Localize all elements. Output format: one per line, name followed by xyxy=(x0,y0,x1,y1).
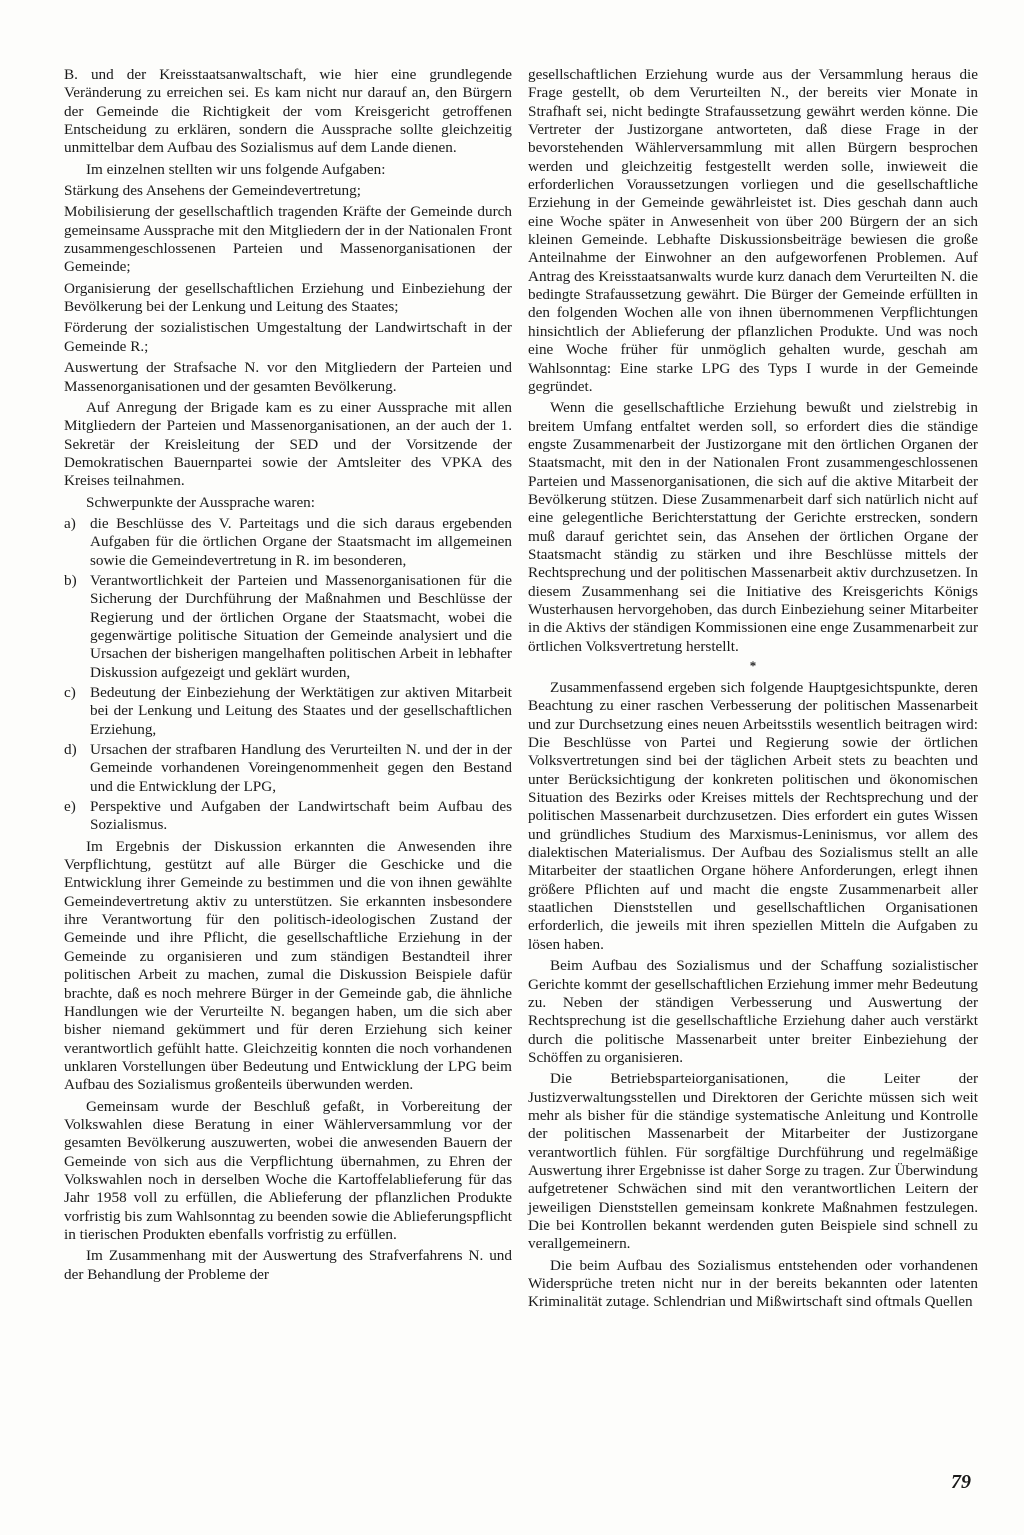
left-column xyxy=(64,66,512,1287)
page-number: 79 xyxy=(951,1471,971,1493)
list-item xyxy=(64,798,512,835)
paragraph: Wenn die gesellschaftliche Erziehung bewußt und zielstrebig in breitem Umfang entfaltet werden soll, so erfordert dies die ständige engste Zusammenarbeit der Justizorgane mit den örtlichen Organen der Staatsmacht, mit den in der Nationalen Front zusammengeschlossenen Parteien und Massenorganisationen, die sich auf die aktive Mitarbeit der Bevölkerung stützen. Diese Zusammenarbeit darf sich natürlich nicht auf eine gelegentliche Berichterstattung der Gerichte erstrecken, sondern muß darauf gerichtet sein, das Ansehen der örtlichen Organe der Staatsmacht ständig zu stärken und ihre Beschlüsse mittels der Rechtsprechung und der politischen Massenarbeit aktiv durchzusetzen. In diesem Zusammenhang sei die Initiative des Kreisgerichts Königs Wusterhausen hervorgehoben, das durch Einbeziehung seiner Mitarbeiter in die Aktivs der ständigen Kommissionen eine enge Zusammenarbeit zur örtlichen Volksvertretung herstellt. xyxy=(528,399,978,655)
list-item-text: Bedeutung der Einbeziehung der Werktätigen zur aktiven Mitarbeit bei der Lenkung und Leitung des Staates und der gesellschaftlichen Erziehung, xyxy=(90,684,512,738)
list-item-text: die Beschlüsse des V. Parteitags und die sich daraus ergebenden Aufgaben für die örtlichen Organe der Staatsmacht im allgemeinen sowie die Gemeindevertretung in R. im besonderen, xyxy=(90,514,512,569)
paragraph: Die Betriebsparteiorganisationen, die Leiter der Justizverwaltungsstellen und Direktoren der Gerichte müssen sich weit mehr als bisher für die ständige systematische Anleitung und Kontrolle der politischen Massenarbeit der Mitarbeiter der Justizorgane verantwortlich fühlen. Für sorgfältige Durchführung und regelmäßige Auswertung ihrer Ergebnisse ist daher Sorge zu tragen. Zur Überwindung aufgetretener Schwächen sind mit den verantwortlichen Leitern der jeweiligen Dienststellen gemeinsam konkrete Maßnahmen festzulegen. Die bei Kontrollen bekannt werdenden guten Beispiele sind schnell zu verallgemeinern. xyxy=(528,1070,978,1253)
task-item: Förderung der sozialistischen Umgestaltung der Landwirtschaft in der Gemeinde R.; xyxy=(64,319,512,355)
task-item: Organisierung der gesellschaftlichen Erziehung und Einbeziehung der Bevölkerung bei der Lenkung und Leitung des Staates; xyxy=(64,279,512,316)
list-item-label: c) xyxy=(64,684,76,701)
list-item xyxy=(64,572,512,682)
paragraph: gesellschaftlichen Erziehung wurde aus der Versammlung heraus die Frage gestellt, ob dem Verurteilten N., der bereits vier Monate in Strafhaft sei, nicht bedingte Strafaussetzung gewährt werden könne. Die Vertreter der Justizorgane antworteten, daß diese Frage in der bevorstehenden Wählerversammlung mit allen Bürgern besprochen werden und gleichzeitig festgestellt werden solle, inwieweit die erforderlichen Voraussetzungen vorliegen und die gesellschaftliche Erziehung in der Gemeinde gewährleistet ist. Dies geschah dann auch eine Woche später in Anwesenheit von über 200 Bürgern der an sich kleinen Gemeinde. Lebhafte Diskussionsbeiträge bewiesen die große Anteilnahme der Einwohner an den aufgeworfenen Problemen. Auf Antrag des Kreisstaatsanwalts wurde kurz danach dem Verurteilten N. die bedingte Strafaussetzung gewährt. Die Bürger der Gemeinde erfüllten in den folgenden Wochen alle von ihnen übernommenen Verpflichtungen hinsichtlich der Ablieferung der pflanzlichen Produkte. Und was noch eine Woche früher für unmöglich gehalten wurde, geschah am Wahlsonntag: Eine starke LPG des Typs I wurde in der Gemeinde gegründet. xyxy=(528,66,978,395)
list-item xyxy=(64,684,512,739)
list-item xyxy=(64,515,512,570)
section-separator: * xyxy=(749,658,757,673)
paragraph: Beim Aufbau des Sozialismus und der Schaffung sozialistischer Gerichte kommt der gesellschaftlichen Erziehung immer mehr Bedeutung zu. Neben der ständigen Verbesserung und Auswertung der Rechtsprechung ist die gesellschaftliche Erziehung daher auch verstärkt durch die politische Massenarbeit unter breiter Einbeziehung der Schöffen zu organisieren. xyxy=(528,957,978,1066)
list-item-text: Ursachen der strafbaren Handlung des Verurteilten N. und der in der Gemeinde vorhandenen Voreingenommenheit gegen den Bestand und die Entwicklung der LPG, xyxy=(90,741,512,795)
paragraph: Im Ergebnis der Diskussion erkannten die Anwesenden ihre Verpflichtung, gestützt auf alle Bürger die Geschicke und die Entwicklung ihrer Gemeinde zu bestimmen und die von ihnen gewählte Gemeindevertretung aktiv zu unterstützen. Sie erkannten insbesondere ihre Verantwortung für den politisch-ideologischen Zustand der Gemeinde und ihre Pflicht, die gesellschaftliche Erziehung in der Gemeinde zu organisieren und zum ständigen Bestandteil ihrer politischen Arbeit zu machen, zumal die Diskussion Beispiele dafür brachte, daß es noch mehrere Bürger in der Gemeinde gab, die ähnliche Handlungen wie der Verurteilte N. begangen haben, um die sich aber bisher niemand gekümmert und für deren Erziehung sich keiner verantwortlich gefühlt hatte. Gleichzeitig konnten die noch vorhandenen unklaren Vorstellungen über Bedeutung und Entwicklung der LPG beim Aufbau des Sozialismus großenteils überwunden werden. xyxy=(64,837,512,1094)
paragraph: Gemeinsam wurde der Beschluß gefaßt, in Vorbereitung der Volkswahlen diese Beratung in einer Wählerversammlung vor der gesamten Bevölkerung auszuwerten, wobei die anwesenden Bauern der Gemeinde von sich aus die Verpflichtung übernahmen, zu Ehren der Volkswahlen noch in derselben Woche die Kartoffelablieferung für das Jahr 1958 voll zu erfüllen, die Ablieferung der pflanzlichen Produkte vorfristig bis zum Wahlsonntag zu beenden sowie die Ablieferungspflicht in tierischen Produkten ebenfalls vorfristig zu erfüllen. xyxy=(64,1097,512,1243)
task-item: Auswertung der Strafsache N. vor den Mitgliedern der Parteien und Massenorganisationen und der gesamten Bevölkerung. xyxy=(64,359,512,395)
list-item-text: Verantwortlichkeit der Parteien und Massenorganisationen für die Sicherung der Durchführung der Maßnahmen und Beschlüsse der Regierung und der örtlichen Organe der Staatsmacht, wobei die gegenwärtige politische Situation der Gemeinde analysiert und die Ursachen der bisherigen mangelhaften politischen Arbeit in lebhafter Diskussion aufgezeigt und geklärt wurden, xyxy=(90,571,512,681)
list-item-label: b) xyxy=(64,571,77,589)
paragraph: Im einzelnen stellten wir uns folgende Aufgaben: xyxy=(86,160,386,178)
list-item-label: d) xyxy=(64,741,77,759)
list-item-label: a) xyxy=(64,514,76,532)
paragraph: Auf Anregung der Brigade kam es zu einer Aussprache mit allen Mitgliedern der Parteien und Massenorganisationen, an der auch der 1. Sekretär der Kreisleitung der SED und der Vorsitzende der Demokratischen Bauernpartei sowie der Amtsleiter des VPKA des Kreises teilnahmen. xyxy=(64,398,512,490)
list-item-text: Perspektive und Aufgaben der Landwirtschaft beim Aufbau des Sozialismus. xyxy=(90,798,512,834)
paragraph: Im Zusammenhang mit der Auswertung des Strafverfahrens N. und der Behandlung der Probleme der xyxy=(64,1247,512,1283)
right-column xyxy=(528,66,978,1315)
paragraph: Die beim Aufbau des Sozialismus entstehenden oder vorhandenen Widersprüche treten nicht nur in der bereits bekannten oder latenten Kriminalität zutage. Schlendrian und Mißwirtschaft sind oftmals Quellen xyxy=(528,1256,978,1311)
paragraph: B. und der Kreisstaatsanwaltschaft, wie hier eine grundlegende Veränderung zu erreichen sei. Es kam nicht nur darauf an, den Bürgern der Gemeinde die Richtigkeit der vom Kreisgericht getroffenen Entscheidung zu erklären, sondern die Aussprache sollte gleichzeitig unmittelbar dem Aufbau des Sozialismus auf dem Lande dienen. xyxy=(64,66,512,157)
task-item: Stärkung des Ansehens der Gemeindevertretung; xyxy=(64,182,361,200)
discussion-points-list xyxy=(64,515,512,835)
list-item-label: e) xyxy=(64,798,76,816)
task-item: Mobilisierung der gesellschaftlich tragenden Kräfte der Gemeinde durch gemeinsame Aussprache mit den Mitgliedern der in der Nationalen Front zusammengeschlossenen Parteien und Massenorganisationen der Gemeinde; xyxy=(64,203,512,276)
list-item xyxy=(64,741,512,796)
paragraph: Schwerpunkte der Aussprache waren: xyxy=(86,493,315,511)
paragraph: Zusammenfassend ergeben sich folgende Hauptgesichtspunkte, deren Beachtung zu einer raschen Verbesserung der politischen Massenarbeit und zur Durchsetzung eines neuen Arbeitsstils wesentlich beitragen wird: Die Beschlüsse von Partei und Regierung sowie der örtlichen Volksvertretungen sind bei der täglichen Arbeit stets zu beachten und unter Berücksichtigung der konkreten politischen und ökonomischen Situation des Bezirks oder Kreises mittels der Rechtsprechung und der politischen Massenarbeit durchzusetzen. Dies erfordert ein gutes Wissen und gründliches Studium des Marxismus-Leninismus, vor allem des dialektischen Materialismus. Der Aufbau des Sozialismus stellt an alle Mitarbeiter der staatlichen Organe höhere Anforderungen, erlegt ihnen größere Pflichten auf und macht die engste Zusammenarbeit aller staatlichen Dienststellen und gesellschaftlichen Organisationen erforderlich, die jeweils mit ihren speziellen Mitteln die Aufgaben zu lösen haben. xyxy=(528,679,978,953)
